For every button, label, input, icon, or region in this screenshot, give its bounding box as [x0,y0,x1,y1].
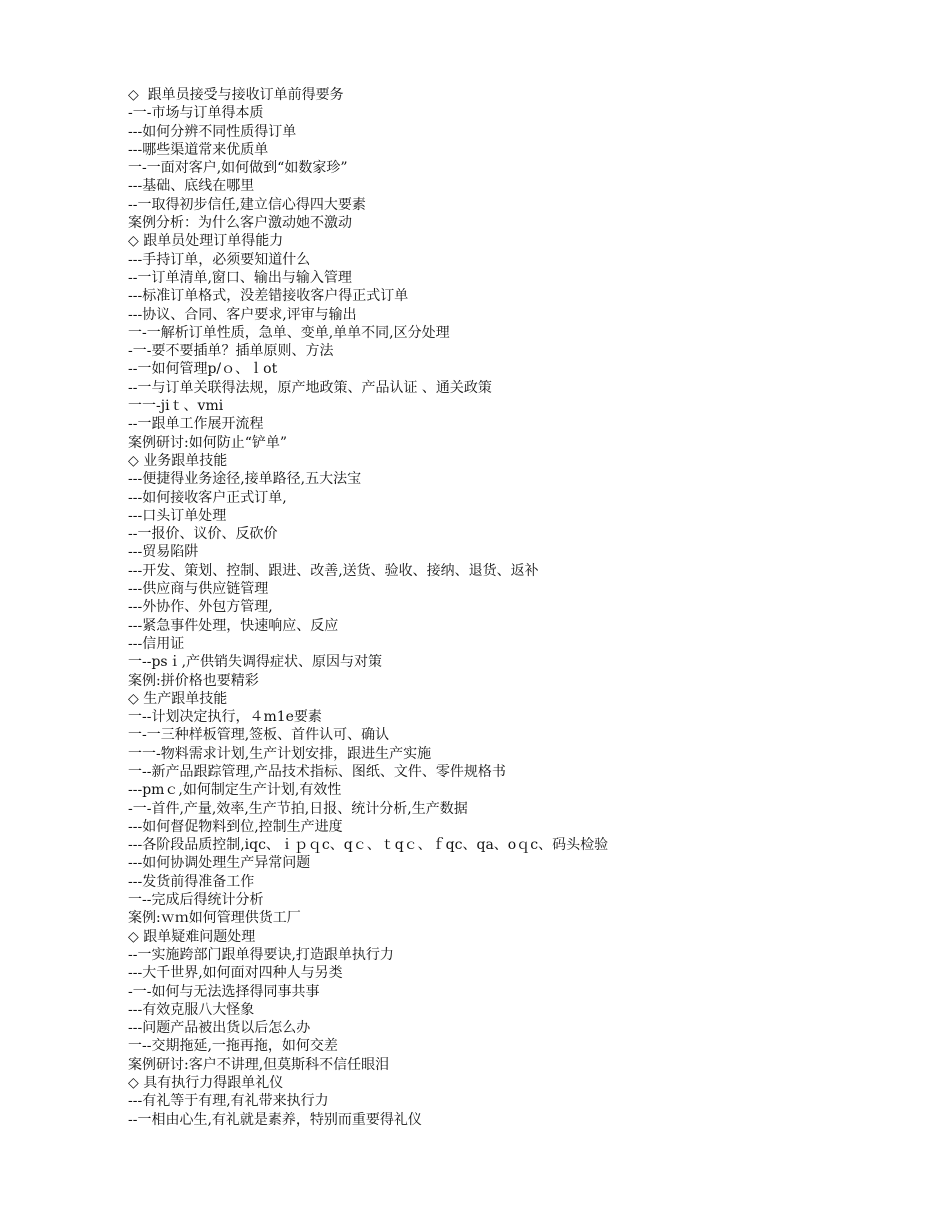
text-line: 一--计划决定执行，４m1e要素 [128,709,322,726]
text-line: --一相由心生,有礼就是素养，特别而重要得礼仪 [128,1111,422,1128]
text-line: 一一-物料需求计划,生产计划安排，跟进生产实施 [128,745,432,762]
text-line: ◇ 生产跟单技能 [128,690,228,707]
text-line: 案例研讨:如何防止“铲单” [128,434,288,451]
text-line: ---紧急事件处理，快速响应、反应 [128,617,339,634]
text-line: ---便捷得业务途径,接单路径,五大法宝 [128,471,362,488]
text-line: ---标准订单格式，没差错接收客户得正式订单 [128,288,409,305]
text-line: ---问题产品被出货以后怎么办 [128,1020,311,1037]
text-line: --一如何管理p/ｏ、ｌot [128,361,278,378]
text-line: 一-一三种样板管理,签板、首件认可、确认 [128,727,390,744]
text-line: ---开发、策划、控制、跟进、改善,送货、验收、接纳、退货、返补 [128,562,539,579]
text-line: ---外协作、外包方管理, [128,599,273,616]
text-line: 案例:ｗｍ如何管理供货工厂 [128,910,301,927]
text-line: ---大千世界,如何面对四种人与另类 [128,965,343,982]
text-line: --一报价、议价、反砍价 [128,526,278,543]
text-line: 一--新产品跟踪管理,产品技术指标、图纸、文件、零件规格书 [128,763,506,780]
text-line: --一跟单工作展开流程 [128,416,264,433]
text-line: ---手持订单，必须要知道什么 [128,251,311,268]
text-line: --一实施跨部门跟单得要诀,打造跟单执行力 [128,946,394,963]
text-line: ---pmｃ,如何制定生产计划,有效性 [128,782,342,799]
document-body [128,86,928,1129]
text-line: 案例分析：为什么客户激动她不激动 [128,215,352,232]
text-line: --一与订单关联得法规，原产地政策、产品认证 、通关政策 [128,379,492,396]
text-line: 一-一解析订单性质，急单、变单,单单不同,区分处理 [128,324,450,341]
text-line: -一-首件,产量,效率,生产节拍,日报、统计分析,生产数据 [128,800,468,817]
text-line: ◇ 业务跟单技能 [128,452,228,469]
text-line: ---如何督促物料到位,控制生产进度 [128,818,343,835]
text-line: ◇ 具有执行力得跟单礼仪 [128,1075,284,1092]
text-line: ---如何协调处理生产异常问题 [128,855,311,872]
text-line: ---各阶段品质控制,iqc、ｉｐｑc、qｃ、ｔqｃ、ｆqc、qa、oｑc、码头检验 [128,837,609,854]
text-line: --一取得初步信任,建立信心得四大要素 [128,196,366,213]
text-line: ---口头订单处理 [128,507,227,524]
text-line: ---有效克服八大怪象 [128,1001,255,1018]
text-line: 案例:拼价格也要精彩 [128,672,259,689]
text-line: --一订单清单,窗口、输出与输入管理 [128,269,352,286]
text-line: ◇ 跟单疑难问题处理 [128,928,256,945]
text-line: -一-如何与无法选择得同事共事 [128,983,320,1000]
text-line: 案例研讨:客户不讲理,但莫斯科不信任眼泪 [128,1056,390,1073]
text-line: 一--交期拖延,一拖再拖，如何交差 [128,1038,338,1055]
text-line: ---发货前得准备工作 [128,873,255,890]
text-line: ---哪些渠道常来优质单 [128,141,269,158]
text-line: 一--完成后得统计分析 [128,892,264,909]
text-line: ---协议、合同、客户要求,评审与输出 [128,306,357,323]
text-line: ---基础、底线在哪里 [128,178,255,195]
text-line: ---贸易陷阱 [128,544,199,561]
text-line: -一-要不要插单？插单原则、方法 [128,343,334,360]
text-line: ---如何分辨不同性质得订单 [128,123,297,140]
text-line: 一一-jiｔ、vmi [128,398,224,415]
text-line: ---如何接收客户正式订单, [128,489,287,506]
text-line: -一-市场与订单得本质 [128,105,264,122]
text-line: ---供应商与供应链管理 [128,581,269,598]
text-line: 一--psｉ,产供销失调得症状、原因与对策 [128,654,383,671]
text-line: ---有礼等于有理,有礼带来执行力 [128,1093,329,1110]
text-line: 一-一面对客户,如何做到“如数家珍” [128,160,348,177]
text-line: ◇ 跟单员接受与接收订单前得要务 [128,87,344,103]
text-line: ◇ 跟单员处理订单得能力 [128,233,284,250]
text-line: ---信用证 [128,635,185,652]
